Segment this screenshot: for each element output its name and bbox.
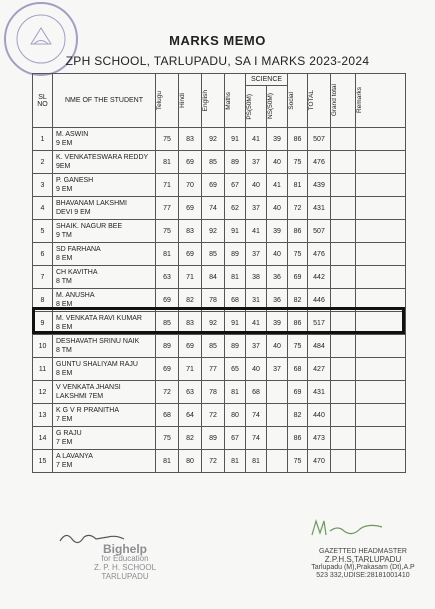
student-name: V VENKATA JHANSI: [56, 384, 121, 391]
student-name: K G V R PRANITHA: [56, 407, 120, 414]
cell-total: 427: [308, 358, 331, 381]
cell-remarks: [356, 197, 406, 220]
cell-ns: 40: [267, 243, 288, 266]
student-class: 9EM: [56, 163, 71, 170]
cell-social: 75: [288, 151, 308, 174]
student-class: DEVI 9 EM: [56, 209, 91, 216]
table-row: [33, 404, 406, 427]
cell-name: [53, 381, 156, 404]
cell-hindi: 70: [179, 174, 202, 197]
student-class: 7 EM: [56, 416, 73, 423]
student-class: 9 EM: [56, 140, 73, 147]
cell-sl-no: 8: [33, 289, 53, 312]
cell-english: 78: [202, 381, 225, 404]
cell-total: 470: [308, 450, 331, 473]
cell-grand-total: [331, 404, 356, 427]
student-class: 8 EM: [56, 324, 73, 331]
cell-sl-no: 2: [33, 151, 53, 174]
cell-grand-total: [331, 358, 356, 381]
cell-total: 439: [308, 174, 331, 197]
cell-hindi: 82: [179, 427, 202, 450]
cell-remarks: [356, 335, 406, 358]
cell-remarks: [356, 450, 406, 473]
cell-telugu: 75: [156, 427, 179, 450]
bighelp-stamp-line1: Bighelp: [103, 542, 147, 556]
cell-total: 442: [308, 266, 331, 289]
cell-sl-no: 9: [33, 312, 53, 335]
table-row: [33, 358, 406, 381]
student-name: M. ASWIN: [56, 131, 89, 138]
cell-english: 85: [202, 151, 225, 174]
cell-english: 92: [202, 128, 225, 151]
headmaster-signature: [308, 515, 388, 543]
cell-name: [53, 197, 156, 220]
cell-telugu: 68: [156, 404, 179, 427]
student-name: DESHAVATH SRINU NAIK: [56, 338, 140, 345]
cell-ns: 39: [267, 128, 288, 151]
header-english: English: [202, 74, 225, 128]
cell-telugu: 75: [156, 128, 179, 151]
bighelp-stamp: [70, 544, 180, 581]
cell-ps: 68: [246, 381, 267, 404]
cell-maths: 91: [225, 312, 246, 335]
table-row: [33, 220, 406, 243]
student-class: 9 EM: [56, 186, 73, 193]
cell-social: 72: [288, 197, 308, 220]
cell-hindi: 69: [179, 197, 202, 220]
cell-remarks: [356, 128, 406, 151]
table-row: [33, 450, 406, 473]
cell-sl-no: 4: [33, 197, 53, 220]
cell-grand-total: [331, 128, 356, 151]
cell-english: 92: [202, 312, 225, 335]
cell-name: [53, 266, 156, 289]
cell-social: 75: [288, 243, 308, 266]
student-class: 8 EM: [56, 301, 73, 308]
table-row: [33, 174, 406, 197]
cell-grand-total: [331, 220, 356, 243]
cell-english: 89: [202, 427, 225, 450]
cell-remarks: [356, 381, 406, 404]
cell-ns: 40: [267, 197, 288, 220]
cell-hindi: 83: [179, 312, 202, 335]
student-name: A LAVANYA: [56, 453, 93, 460]
cell-grand-total: [331, 266, 356, 289]
cell-english: 85: [202, 243, 225, 266]
cell-social: 86: [288, 128, 308, 151]
student-class: 8 TM: [56, 278, 72, 285]
cell-ns: 36: [267, 266, 288, 289]
cell-name: [53, 174, 156, 197]
cell-telugu: 81: [156, 151, 179, 174]
student-name: CH KAVITHA: [56, 269, 98, 276]
cell-ps: 40: [246, 358, 267, 381]
cell-name: [53, 151, 156, 174]
cell-hindi: 63: [179, 381, 202, 404]
cell-name: [53, 404, 156, 427]
cell-name: [53, 220, 156, 243]
cell-ns: 40: [267, 335, 288, 358]
cell-grand-total: [331, 381, 356, 404]
cell-hindi: 82: [179, 289, 202, 312]
student-class: 8 TM: [56, 347, 72, 354]
cell-ns: [267, 450, 288, 473]
cell-ns: [267, 381, 288, 404]
cell-hindi: 80: [179, 450, 202, 473]
student-class: LAKSHMI 7EM: [56, 393, 104, 400]
cell-ps: 41: [246, 128, 267, 151]
cell-english: 92: [202, 220, 225, 243]
cell-name: [53, 335, 156, 358]
cell-hindi: 71: [179, 266, 202, 289]
headmaster-stamp: [303, 548, 423, 580]
cell-sl-no: 6: [33, 243, 53, 266]
cell-ps: 37: [246, 243, 267, 266]
cell-ps: 41: [246, 312, 267, 335]
cell-grand-total: [331, 151, 356, 174]
header-ns: NS(50M): [267, 86, 288, 128]
cell-total: 476: [308, 243, 331, 266]
cell-maths: 89: [225, 335, 246, 358]
cell-remarks: [356, 266, 406, 289]
student-class: 9 TM: [56, 232, 72, 239]
cell-social: 86: [288, 312, 308, 335]
header-ps: PS(50M): [246, 86, 267, 128]
cell-maths: 62: [225, 197, 246, 220]
student-name: K. VENKATESWARA REDDY: [56, 154, 149, 161]
table-row: [33, 151, 406, 174]
cell-hindi: 64: [179, 404, 202, 427]
student-name: G RAJU: [56, 430, 82, 437]
cell-total: 476: [308, 151, 331, 174]
cell-total: 431: [308, 381, 331, 404]
cell-grand-total: [331, 335, 356, 358]
headmaster-stamp-line2: Z.P.H.S,TARLUPADU: [324, 555, 402, 564]
student-class: 8 EM: [56, 370, 73, 377]
cell-ps: 40: [246, 174, 267, 197]
cell-telugu: 71: [156, 174, 179, 197]
cell-sl-no: 3: [33, 174, 53, 197]
table-row: [33, 243, 406, 266]
table-row: [33, 197, 406, 220]
cell-hindi: 83: [179, 128, 202, 151]
cell-remarks: [356, 174, 406, 197]
cell-telugu: 69: [156, 289, 179, 312]
cell-ns: [267, 404, 288, 427]
cell-total: 517: [308, 312, 331, 335]
header-science: SCIENCE: [246, 74, 288, 86]
cell-english: 72: [202, 450, 225, 473]
cell-english: 74: [202, 197, 225, 220]
cell-ps: 31: [246, 289, 267, 312]
cell-social: 86: [288, 220, 308, 243]
cell-english: 77: [202, 358, 225, 381]
cell-total: 507: [308, 220, 331, 243]
cell-english: 84: [202, 266, 225, 289]
bighelp-stamp-line4: TARLUPADU: [101, 572, 149, 581]
cell-ns: 39: [267, 312, 288, 335]
table-row: [33, 427, 406, 450]
cell-sl-no: 1: [33, 128, 53, 151]
cell-telugu: 85: [156, 312, 179, 335]
cell-english: 72: [202, 404, 225, 427]
student-class: 8 EM: [56, 255, 73, 262]
cell-telugu: 81: [156, 450, 179, 473]
cell-sl-no: 11: [33, 358, 53, 381]
marks-table: [32, 73, 406, 473]
student-class: 7 EM: [56, 439, 73, 446]
cell-remarks: [356, 358, 406, 381]
table-body: [33, 128, 406, 473]
headmaster-stamp-line1: GAZETTED HEADMASTER: [319, 548, 407, 555]
cell-social: 69: [288, 381, 308, 404]
header-telugu: Telugu: [156, 74, 179, 128]
cell-ps: 74: [246, 404, 267, 427]
cell-ns: 39: [267, 220, 288, 243]
student-name: M. ANUSHA: [56, 292, 95, 299]
header-remarks: Remarks: [356, 74, 406, 128]
cell-remarks: [356, 427, 406, 450]
cell-ps: 81: [246, 450, 267, 473]
table-row: [33, 128, 406, 151]
cell-ns: [267, 427, 288, 450]
cell-sl-no: 7: [33, 266, 53, 289]
cell-total: 431: [308, 197, 331, 220]
table-row: [33, 381, 406, 404]
cell-maths: 67: [225, 174, 246, 197]
cell-total: 446: [308, 289, 331, 312]
cell-english: 85: [202, 335, 225, 358]
student-name: P. GANESH: [56, 177, 94, 184]
cell-remarks: [356, 243, 406, 266]
student-name: M. VENKATA RAVI KUMAR: [56, 315, 142, 322]
cell-sl-no: 15: [33, 450, 53, 473]
cell-total: 440: [308, 404, 331, 427]
cell-telugu: 63: [156, 266, 179, 289]
memo-subtitle: ZPH SCHOOL, TARLUPADU, SA I MARKS 2023-2024: [65, 54, 370, 68]
table-row: [33, 266, 406, 289]
cell-maths: 91: [225, 220, 246, 243]
headmaster-stamp-line4: 523 332,UDISE:28181001410: [316, 572, 410, 579]
cell-maths: 81: [225, 381, 246, 404]
header-total: TOTAL: [308, 74, 331, 128]
cell-maths: 91: [225, 128, 246, 151]
cell-maths: 89: [225, 243, 246, 266]
cell-remarks: [356, 220, 406, 243]
cell-maths: 65: [225, 358, 246, 381]
cell-telugu: 89: [156, 335, 179, 358]
cell-hindi: 69: [179, 335, 202, 358]
header-hindi: Hindi: [179, 74, 202, 128]
cell-sl-no: 12: [33, 381, 53, 404]
cell-grand-total: [331, 450, 356, 473]
cell-name: [53, 243, 156, 266]
student-name: BHAVANAM LAKSHMI: [56, 200, 127, 207]
cell-ns: 36: [267, 289, 288, 312]
cell-social: 69: [288, 266, 308, 289]
cell-social: 68: [288, 358, 308, 381]
cell-hindi: 71: [179, 358, 202, 381]
cell-ps: 37: [246, 335, 267, 358]
student-name: SHAIK. NAGUR BEE: [56, 223, 123, 230]
cell-social: 75: [288, 335, 308, 358]
student-class: 7 EM: [56, 462, 73, 469]
cell-ns: 40: [267, 151, 288, 174]
cell-telugu: 77: [156, 197, 179, 220]
cell-social: 82: [288, 289, 308, 312]
cell-ps: 38: [246, 266, 267, 289]
cell-total: 507: [308, 128, 331, 151]
cell-maths: 67: [225, 427, 246, 450]
cell-remarks: [356, 151, 406, 174]
cell-total: 484: [308, 335, 331, 358]
cell-sl-no: 10: [33, 335, 53, 358]
cell-telugu: 81: [156, 243, 179, 266]
cell-name: [53, 427, 156, 450]
cell-ns: 41: [267, 174, 288, 197]
cell-sl-no: 14: [33, 427, 53, 450]
cell-maths: 81: [225, 450, 246, 473]
cell-maths: 68: [225, 289, 246, 312]
cell-sl-no: 13: [33, 404, 53, 427]
cell-maths: 89: [225, 151, 246, 174]
cell-social: 75: [288, 450, 308, 473]
cell-telugu: 72: [156, 381, 179, 404]
bighelp-stamp-line3: Z. P. H. SCHOOL: [93, 563, 157, 572]
cell-hindi: 69: [179, 243, 202, 266]
cell-hindi: 83: [179, 220, 202, 243]
cell-telugu: 69: [156, 358, 179, 381]
cell-english: 69: [202, 174, 225, 197]
memo-title: MARKS MEMO: [169, 33, 266, 48]
header-maths: Maths: [225, 74, 246, 128]
cell-social: 86: [288, 427, 308, 450]
cell-maths: 80: [225, 404, 246, 427]
cell-maths: 81: [225, 266, 246, 289]
cell-telugu: 75: [156, 220, 179, 243]
headmaster-stamp-line3: Tarlupadu (M),Prakasam (Dt),A.P: [311, 564, 415, 571]
cell-name: [53, 128, 156, 151]
cell-total: 473: [308, 427, 331, 450]
cell-ps: 74: [246, 427, 267, 450]
cell-grand-total: [331, 197, 356, 220]
header-student-name: NME OF THE STUDENT: [53, 74, 156, 128]
cell-social: 81: [288, 174, 308, 197]
cell-english: 78: [202, 289, 225, 312]
table-row: [33, 335, 406, 358]
cell-social: 82: [288, 404, 308, 427]
cell-grand-total: [331, 174, 356, 197]
cell-grand-total: [331, 427, 356, 450]
table-header-row: [33, 74, 406, 86]
bighelp-stamp-line2: for Education: [101, 554, 149, 563]
cell-name: [53, 450, 156, 473]
student-name: GUNTU SHALIYAM RAJU: [56, 361, 138, 368]
cell-ns: 37: [267, 358, 288, 381]
cell-grand-total: [331, 243, 356, 266]
header-grand-total: Grand total: [331, 74, 356, 128]
cell-ps: 41: [246, 220, 267, 243]
header-sl-no: SL NO: [33, 74, 53, 128]
header-social: Social: [288, 74, 308, 128]
highlighted-row-box: [32, 307, 405, 334]
cell-remarks: [356, 404, 406, 427]
student-name: SD FARHANA: [56, 246, 101, 253]
cell-name: [53, 358, 156, 381]
cell-ps: 37: [246, 151, 267, 174]
cell-ps: 37: [246, 197, 267, 220]
cell-hindi: 69: [179, 151, 202, 174]
cell-sl-no: 5: [33, 220, 53, 243]
